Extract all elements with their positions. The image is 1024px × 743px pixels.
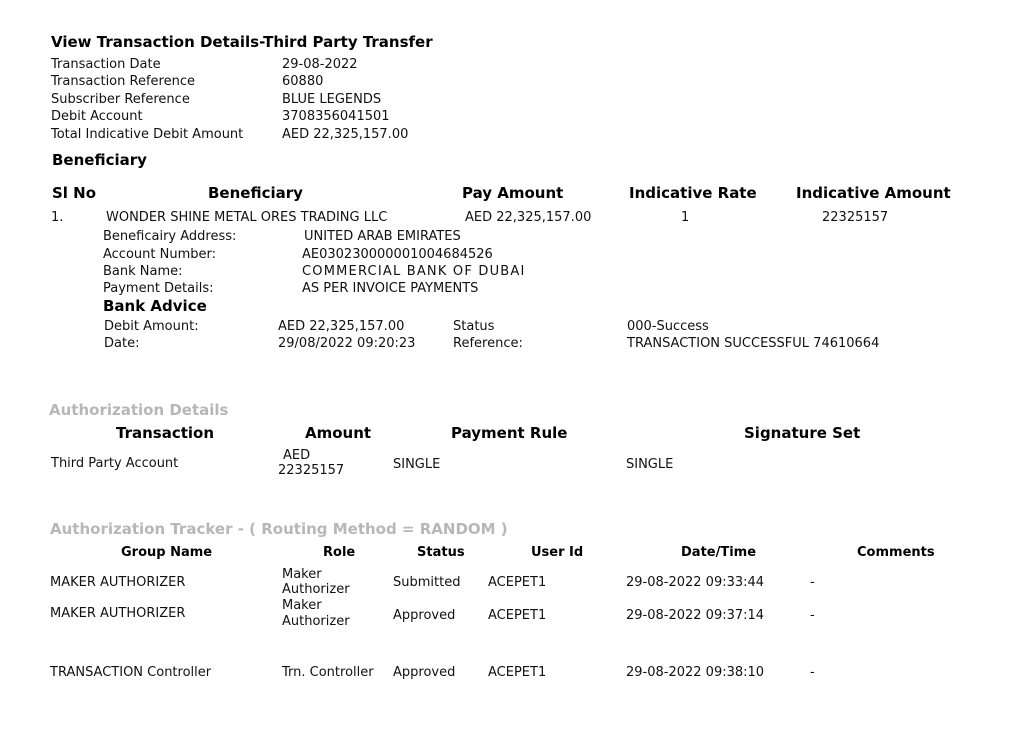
indicative-amount: 22325157 xyxy=(822,210,889,225)
subscriber-reference-label: Subscriber Reference xyxy=(51,92,190,107)
transaction-reference-value: 60880 xyxy=(282,74,324,89)
auth-amount-currency: AED xyxy=(283,448,311,463)
tracker-comments: - xyxy=(810,665,815,680)
tracker-role-line1: Maker xyxy=(282,598,322,613)
transaction-reference-label: Transaction Reference xyxy=(51,74,195,89)
col-indicative-rate: Indicative Rate xyxy=(629,184,757,202)
bank-name-value: COMMERCIAL BANK OF DUBAI xyxy=(302,264,526,279)
col-payment-rule: Payment Rule xyxy=(451,424,568,442)
status-label: Status xyxy=(453,319,495,334)
tracker-status: Approved xyxy=(393,665,456,680)
tracker-datetime: 29-08-2022 09:37:14 xyxy=(626,608,765,623)
bank-name-label: Bank Name: xyxy=(103,264,183,279)
authorization-details-title: Authorization Details xyxy=(49,401,229,419)
tracker-comments: - xyxy=(810,608,815,623)
auth-signature-set: SINGLE xyxy=(626,457,674,472)
account-number-value: AE030230000001004684526 xyxy=(302,247,493,262)
page-title: View Transaction Details-Third Party Transfer xyxy=(51,33,433,51)
total-debit-value: AED 22,325,157.00 xyxy=(282,127,409,142)
col-signature-set: Signature Set xyxy=(744,424,861,442)
bank-advice-title: Bank Advice xyxy=(103,297,207,315)
transaction-date-value: 29-08-2022 xyxy=(282,57,358,72)
tracker-role-line1: Trn. Controller xyxy=(282,665,374,680)
address-label: Beneficairy Address: xyxy=(103,229,237,244)
tracker-user-id: ACEPET1 xyxy=(488,665,547,680)
col-sl-no: Sl No xyxy=(52,184,97,202)
tracker-datetime: 29-08-2022 09:33:44 xyxy=(626,575,765,590)
auth-amount-value: 22325157 xyxy=(278,463,345,478)
col-role: Role xyxy=(323,545,356,560)
pay-amount: AED 22,325,157.00 xyxy=(465,210,592,225)
reference-label: Reference: xyxy=(453,336,523,351)
tracker-group: MAKER AUTHORIZER xyxy=(50,606,186,621)
col-amount: Amount xyxy=(305,424,372,442)
col-comments: Comments xyxy=(857,545,935,560)
col-user-id: User Id xyxy=(531,545,584,560)
tracker-datetime: 29-08-2022 09:38:10 xyxy=(626,665,765,680)
tracker-status: Submitted xyxy=(393,575,461,590)
tracker-role-line2: Authorizer xyxy=(282,614,350,629)
col-date-time: Date/Time xyxy=(681,545,757,560)
payment-details-label: Payment Details: xyxy=(103,281,214,296)
tracker-group: TRANSACTION Controller xyxy=(50,665,212,680)
col-transaction: Transaction xyxy=(116,424,215,442)
col-status: Status xyxy=(417,545,465,560)
advice-date-label: Date: xyxy=(104,336,140,351)
indicative-rate: 1 xyxy=(681,210,690,225)
address-value: UNITED ARAB EMIRATES xyxy=(304,229,461,244)
beneficiary-name: WONDER SHINE METAL ORES TRADING LLC xyxy=(106,210,388,225)
debit-account-value: 3708356041501 xyxy=(282,109,390,124)
auth-payment-rule: SINGLE xyxy=(393,457,441,472)
col-group-name: Group Name xyxy=(121,545,213,560)
account-number-label: Account Number: xyxy=(103,247,216,262)
tracker-role-line2: Authorizer xyxy=(282,582,350,597)
tracker-status: Approved xyxy=(393,608,456,623)
subscriber-reference-value: BLUE LEGENDS xyxy=(282,92,382,107)
total-debit-label: Total Indicative Debit Amount xyxy=(51,127,244,142)
col-beneficiary: Beneficiary xyxy=(208,184,303,202)
transaction-date-label: Transaction Date xyxy=(51,57,161,72)
tracker-comments: - xyxy=(810,575,815,590)
debit-amount-value: AED 22,325,157.00 xyxy=(278,319,405,334)
authorization-tracker-title: Authorization Tracker - ( Routing Method = RANDOM ) xyxy=(50,520,508,538)
status-value: 000-Success xyxy=(627,319,709,334)
col-indicative-amount: Indicative Amount xyxy=(796,184,951,202)
row-sl-no: 1. xyxy=(51,210,64,225)
debit-account-label: Debit Account xyxy=(51,109,143,124)
tracker-user-id: ACEPET1 xyxy=(488,575,547,590)
advice-date-value: 29/08/2022 09:20:23 xyxy=(278,336,416,351)
reference-value: TRANSACTION SUCCESSFUL 74610664 xyxy=(627,336,880,351)
tracker-group: MAKER AUTHORIZER xyxy=(50,575,186,590)
payment-details-value: AS PER INVOICE PAYMENTS xyxy=(302,281,479,296)
col-pay-amount: Pay Amount xyxy=(462,184,564,202)
beneficiary-section-title: Beneficiary xyxy=(52,151,147,169)
tracker-role-line1: Maker xyxy=(282,567,322,582)
tracker-user-id: ACEPET1 xyxy=(488,608,547,623)
auth-transaction: Third Party Account xyxy=(51,456,179,471)
debit-amount-label: Debit Amount: xyxy=(104,319,199,334)
